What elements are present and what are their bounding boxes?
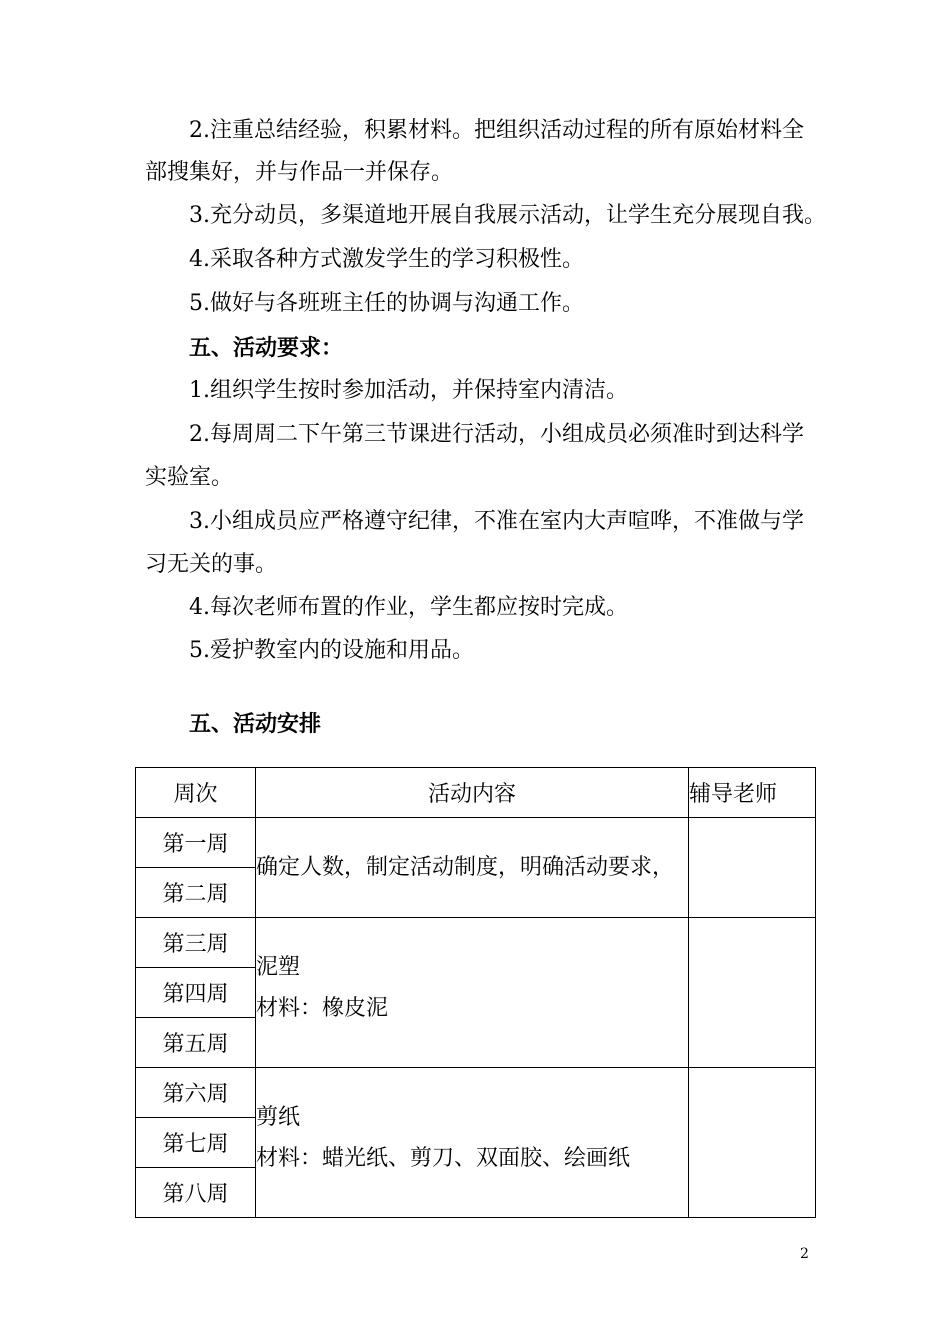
requirement-line: 4.每次老师布置的作业，学生都应按时完成。 [189,595,628,620]
section-heading-requirements: 五、活动要求： [189,335,344,361]
requirement-line: 2.每周周二下午第三节课进行活动，小组成员必须准时到达科学 [189,422,804,447]
requirement-line: 1.组织学生按时参加活动，并保持室内清洁。 [189,378,628,403]
section-heading-schedule: 五、活动安排 [189,711,322,737]
activity-content-cell [256,818,689,918]
paragraph-line: 4.采取各种方式激发学生的学习积极性。 [189,247,584,272]
week-cell: 第三周 [136,918,256,968]
activity-content-cell [256,1068,689,1218]
paragraph-line: 部搜集好，并与作品一并保存。 [145,160,454,185]
requirement-line: 习无关的事。 [145,552,278,577]
teacher-cell [689,918,816,1068]
header-content: 活动内容 [256,768,689,818]
week-cell: 第四周 [136,968,256,1018]
week-cell: 第八周 [136,1168,256,1218]
week-cell: 第六周 [136,1068,256,1118]
table-row [136,918,816,968]
activity-materials: 材料：橡皮泥 [256,995,389,1021]
requirement-line: 3.小组成员应严格遵守纪律，不准在室内大声喧哗，不准做与学 [189,509,804,534]
week-cell: 第五周 [136,1018,256,1068]
table-row [136,818,816,868]
activity-line: 确定人数，制定活动制度，明确活动要求， [256,854,675,880]
schedule-table [135,767,816,1218]
activity-title: 剪纸 [256,1104,301,1130]
table-row [136,1068,816,1118]
requirement-line: 实验室。 [145,465,234,490]
page-number: 2 [800,1246,809,1262]
header-week: 周次 [136,768,256,818]
teacher-cell [689,1068,816,1218]
paragraph-line: 3.充分动员，多渠道地开展自我展示活动，让学生充分展现自我。 [189,203,826,228]
paragraph-line: 5.做好与各班班主任的协调与沟通工作。 [189,291,584,316]
activity-title: 泥塑 [256,954,301,980]
activity-content-cell [256,918,689,1068]
week-cell: 第一周 [136,818,256,868]
table-header-row [136,768,816,818]
week-cell: 第七周 [136,1118,256,1168]
teacher-cell [689,818,816,918]
week-cell: 第二周 [136,868,256,918]
paragraph-line: 2.注重总结经验，积累材料。把组织活动过程的所有原始材料全 [189,118,804,143]
requirement-line: 5.爱护教室内的设施和用品。 [189,638,474,663]
activity-materials: 材料：蜡光纸、剪刀、双面胶、绘画纸 [256,1145,631,1171]
header-teacher: 辅导老师 [689,768,816,818]
